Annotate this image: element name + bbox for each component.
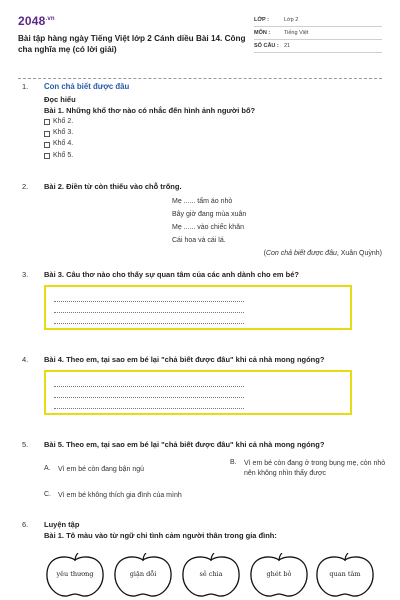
apple-shape[interactable] xyxy=(112,553,174,598)
poem-line: Cái hoa và cái lá. xyxy=(172,236,226,244)
option-checkbox[interactable] xyxy=(44,118,382,127)
question-number: 2. xyxy=(22,182,29,191)
option-label: Khổ 2. xyxy=(53,117,74,125)
question-4 xyxy=(22,355,382,415)
question-number: 1. xyxy=(22,82,29,91)
meta-value: Lớp 2 xyxy=(284,16,299,23)
apple-shape[interactable] xyxy=(248,553,310,598)
answer-box[interactable] xyxy=(44,370,352,415)
header-divider xyxy=(18,78,382,79)
answer-line[interactable] xyxy=(54,302,244,313)
answer-line[interactable] xyxy=(54,376,244,387)
answer-line[interactable] xyxy=(54,387,244,398)
apple-label: giận dỗi xyxy=(129,570,157,578)
citation xyxy=(44,250,382,259)
apple-label: sẻ chia xyxy=(199,570,223,578)
meta-table xyxy=(254,14,382,70)
answer-box[interactable] xyxy=(44,285,352,330)
apple-shape[interactable] xyxy=(180,553,242,598)
logo-main: 2048 xyxy=(18,14,46,28)
question-text: Bài 4. Theo em, tại sao em bé lại "chả biết được đâu" khi cả nhà mong ngóng? xyxy=(44,355,325,364)
question-2 xyxy=(22,182,382,259)
choice-text: Vì em bé còn đang ở trong bụng mẹ, còn nhỏ nên không nhìn thấy được xyxy=(244,460,386,477)
header-left xyxy=(18,14,253,70)
meta-row-subject xyxy=(254,27,382,40)
question-text: Bài 2. Điền từ còn thiếu vào chỗ trống. xyxy=(44,182,182,191)
question-1 xyxy=(22,82,382,160)
question-number: 3. xyxy=(22,270,29,279)
poem-line: Mẹ ...... tấm áo nhỏ xyxy=(172,198,233,206)
meta-label: LỚP : xyxy=(254,16,269,23)
meta-label: MÔN : xyxy=(254,29,271,36)
option-checkbox[interactable] xyxy=(44,129,382,138)
logo-tld: .vn xyxy=(45,16,55,22)
question-text: Bài 3. Câu thơ nào cho thấy sự quan tâm của các anh dành cho em bé? xyxy=(44,270,299,279)
meta-value: 21 xyxy=(284,42,291,49)
citation-open: ( xyxy=(263,250,266,258)
header xyxy=(18,14,382,70)
poem-line: Mẹ ...... vào chiếc khăn xyxy=(172,223,244,231)
document-title: Bài tập hàng ngày Tiếng Việt lớp 2 Cánh diều Bài 14. Công cha nghĩa mẹ (có lời giải) xyxy=(18,34,246,54)
answer-line[interactable] xyxy=(54,313,244,324)
option-label: Khổ 4. xyxy=(53,140,74,148)
question-number: 5. xyxy=(22,440,29,449)
citation-title: Con chả biết được đâu xyxy=(265,250,337,258)
choice-letter: A. xyxy=(44,465,51,473)
apple-label: ghét bỏ xyxy=(266,570,292,578)
question-body xyxy=(44,270,382,330)
checkbox-icon[interactable] xyxy=(44,119,50,125)
option-checkbox[interactable] xyxy=(44,152,382,161)
apple-shape[interactable] xyxy=(314,553,376,598)
question-body xyxy=(44,355,382,415)
question-number: 6. xyxy=(22,520,29,529)
checkbox-icon[interactable] xyxy=(44,153,50,159)
apple-label: quan tâm xyxy=(329,570,361,578)
question-3 xyxy=(22,270,382,330)
meta-row-count xyxy=(254,40,382,53)
choice-a[interactable] xyxy=(44,465,208,474)
citation-author: , Xuân Quỳnh) xyxy=(336,250,382,258)
apple-shape[interactable] xyxy=(44,553,106,598)
question-5 xyxy=(22,440,386,505)
apple-label: yêu thương xyxy=(56,570,94,578)
question-body xyxy=(44,82,382,160)
checkbox-icon[interactable] xyxy=(44,142,50,148)
choice-text: Vì em bé còn đang bận ngủ xyxy=(58,466,145,474)
choices xyxy=(44,457,386,505)
question-text: Bài 5. Theo em, tại sao em bé lại "chả biết được đâu" khi cả nhà mong ngóng? xyxy=(44,440,325,449)
choice-letter: C. xyxy=(44,491,51,499)
site-logo[interactable] xyxy=(18,14,253,29)
meta-value: Tiếng Việt xyxy=(284,29,309,36)
question-number: 4. xyxy=(22,355,29,364)
option-label: Khổ 3. xyxy=(53,129,74,137)
choice-text: Vì em bé không thích gia đình của mình xyxy=(58,492,182,500)
choice-b[interactable] xyxy=(230,459,394,478)
question-body xyxy=(44,440,386,505)
answer-line[interactable] xyxy=(54,291,244,302)
question-body xyxy=(44,182,382,259)
checkbox-icon[interactable] xyxy=(44,131,50,137)
question-text: Bài 1. Tô màu vào từ ngữ chỉ tình cảm người thân trong gia đình: xyxy=(44,531,277,541)
section-title: Luyện tập xyxy=(44,520,80,529)
question-6 xyxy=(22,520,382,541)
meta-label: SỐ CÂU : xyxy=(254,42,279,49)
section-title: Con chả biết được đâu xyxy=(44,82,130,91)
choice-letter: B. xyxy=(230,459,237,467)
question-text: Bài 1. Những khổ thơ nào có nhắc đến hình ảnh người bố? xyxy=(44,106,256,116)
answer-line[interactable] xyxy=(54,398,244,409)
poem-line: Bây giờ đang mùa xuân xyxy=(172,211,247,219)
question-body xyxy=(44,520,382,541)
option-label: Khổ 5. xyxy=(53,151,74,159)
subsection-title: Đọc hiểu xyxy=(44,94,76,104)
option-checkbox[interactable] xyxy=(44,140,382,149)
choice-c[interactable] xyxy=(44,491,258,500)
apple-row xyxy=(44,553,374,598)
meta-row-class xyxy=(254,14,382,27)
